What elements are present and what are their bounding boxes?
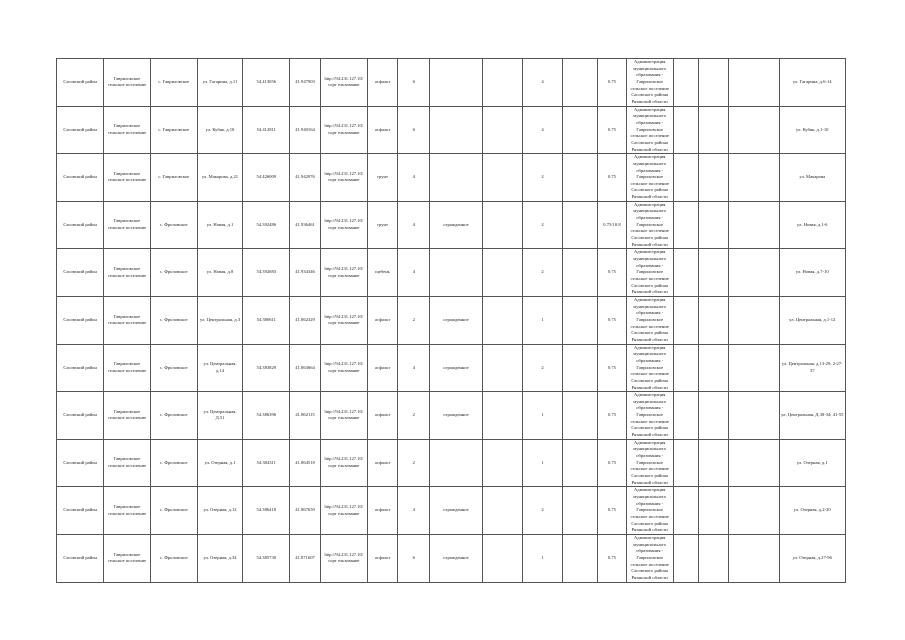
- containers-cell: 4: [522, 59, 562, 107]
- sources-cell: ул. Центральная, д.1-12: [779, 296, 846, 344]
- locality-cell: с. Фроловское: [150, 392, 197, 440]
- empty-cell: [563, 487, 598, 535]
- owner-cell: Администрация муниципального образования - Гавриловское сельское поселение Сасовского района Рязанской области: [626, 344, 673, 392]
- district-cell: Сасовский район: [57, 296, 104, 344]
- empty-cell: [482, 296, 522, 344]
- containers-cell: 1: [522, 392, 562, 440]
- empty-cell: [563, 296, 598, 344]
- street-cell: ул. Озерная, д.34: [197, 534, 242, 582]
- latitude-cell: 54.383829: [243, 344, 290, 392]
- empty-cell: [482, 249, 522, 297]
- fence-cell: огражденное: [430, 487, 482, 535]
- latitude-cell: 54.413056: [243, 59, 290, 107]
- map-link-cell: http://94.231.127.10/сорт ельзование: [320, 249, 367, 297]
- owner-cell: Администрация муниципального образования - Гавриловское сельское поселение Сасовского района Рязанской области: [626, 201, 673, 249]
- fence-cell: [430, 106, 482, 154]
- empty-cell: [699, 201, 729, 249]
- district-cell: Сасовский район: [57, 439, 104, 487]
- district-cell: Сасовский район: [57, 487, 104, 535]
- map-link-cell: http://94.231.127.10/сорт ельзование: [320, 439, 367, 487]
- containers-cell: 1: [522, 439, 562, 487]
- sources-cell: ул. Озерная, д.1: [779, 439, 846, 487]
- settlement-cell: Гавриловское сельское поселение: [104, 59, 150, 107]
- street-cell: ул. Новая, д.1: [197, 201, 242, 249]
- fence-cell: [430, 439, 482, 487]
- surface-cell: асфальт: [367, 296, 397, 344]
- empty-cell: [673, 487, 698, 535]
- area-cell: 6: [398, 534, 430, 582]
- sources-cell: ул. Новая, д.7-10: [779, 249, 846, 297]
- empty-cell: [673, 392, 698, 440]
- map-link-cell: http://94.231.127.10/сорт ельзование: [320, 106, 367, 154]
- locality-cell: с. Фроловское: [150, 439, 197, 487]
- empty-cell: [729, 296, 779, 344]
- map-link-cell: http://94.231.127.10/сорт ельзование: [320, 59, 367, 107]
- fence-cell: [430, 154, 482, 202]
- empty-cell: [482, 439, 522, 487]
- street-cell: ул. Макарова, д.21: [197, 154, 242, 202]
- empty-cell: [482, 487, 522, 535]
- settlement-cell: Гавриловское сельское поселение: [104, 201, 150, 249]
- locality-cell: с. Фроловское: [150, 249, 197, 297]
- empty-cell: [729, 59, 779, 107]
- empty-cell: [563, 534, 598, 582]
- map-link-cell: http://94.231.127.10/сорт ельзование: [320, 201, 367, 249]
- empty-cell: [482, 344, 522, 392]
- empty-cell: [563, 201, 598, 249]
- empty-cell: [729, 487, 779, 535]
- settlement-cell: Гавриловское сельское поселение: [104, 344, 150, 392]
- containers-cell: 2: [522, 344, 562, 392]
- sources-cell: ул. Гагарина, д.6-14: [779, 59, 846, 107]
- area-cell: 2: [398, 296, 430, 344]
- longitude-cell: 41.934346: [290, 249, 320, 297]
- area-cell: 6: [398, 59, 430, 107]
- table-row: [57, 59, 846, 107]
- empty-cell: [563, 439, 598, 487]
- empty-cell: [673, 201, 698, 249]
- empty-cell: [673, 59, 698, 107]
- district-cell: Сасовский район: [57, 249, 104, 297]
- owner-cell: Администрация муниципального образования - Гавриловское сельское поселение Сасовского района Рязанской области: [626, 439, 673, 487]
- empty-cell: [673, 106, 698, 154]
- owner-cell: Администрация муниципального образования - Гавриловское сельское поселение Сасовского района Рязанской области: [626, 392, 673, 440]
- longitude-cell: 41.862115: [290, 392, 320, 440]
- locality-cell: с. Фроловское: [150, 296, 197, 344]
- sources-cell: ул. Новая, д.1-6: [779, 201, 846, 249]
- latitude-cell: 54.392486: [243, 201, 290, 249]
- empty-cell: [699, 534, 729, 582]
- empty-cell: [563, 392, 598, 440]
- empty-cell: [699, 296, 729, 344]
- containers-cell: 2: [522, 201, 562, 249]
- surface-cell: асфальт: [367, 59, 397, 107]
- surface-cell: асфальт: [367, 487, 397, 535]
- owner-cell: Администрация муниципального образования - Гавриловское сельское поселение Сасовского района Рязанской области: [626, 534, 673, 582]
- map-link-cell: http://94.231.127.10/сорт ельзование: [320, 392, 367, 440]
- empty-cell: [699, 439, 729, 487]
- owner-cell: Администрация муниципального образования - Гавриловское сельское поселение Сасовского района Рязанской области: [626, 59, 673, 107]
- longitude-cell: 41.940164: [290, 106, 320, 154]
- empty-cell: [563, 154, 598, 202]
- table-row: [57, 487, 846, 535]
- locality-cell: с. Гавриловское: [150, 106, 197, 154]
- owner-cell: Администрация муниципального образования - Гавриловское сельское поселение Сасовского района Рязанской области: [626, 154, 673, 202]
- street-cell: ул. Центральная, Д.51: [197, 392, 242, 440]
- surface-cell: асфальт: [367, 344, 397, 392]
- containers-cell: 2: [522, 487, 562, 535]
- fence-cell: [430, 59, 482, 107]
- area-cell: 4: [398, 249, 430, 297]
- settlement-cell: Гавриловское сельское поселение: [104, 154, 150, 202]
- street-cell: ул. Кубяк, д.10: [197, 106, 242, 154]
- surface-cell: асфальт: [367, 392, 397, 440]
- empty-cell: [673, 154, 698, 202]
- table-row: [57, 439, 846, 487]
- sources-cell: ул. Макарова: [779, 154, 846, 202]
- empty-cell: [729, 392, 779, 440]
- surface-cell: асфальт: [367, 439, 397, 487]
- fence-cell: огражденное: [430, 344, 482, 392]
- map-link-cell: http://94.231.127.10/сорт ельзование: [320, 487, 367, 535]
- empty-cell: [729, 344, 779, 392]
- table-row: [57, 106, 846, 154]
- surface-cell: грунт: [367, 201, 397, 249]
- settlement-cell: Гавриловское сельское поселение: [104, 487, 150, 535]
- sources-cell: ул. Кубяк, д.1-10: [779, 106, 846, 154]
- empty-cell: [482, 59, 522, 107]
- longitude-cell: 41.871607: [290, 534, 320, 582]
- locality-cell: с. Гавриловское: [150, 59, 197, 107]
- longitude-cell: 41.862329: [290, 296, 320, 344]
- empty-cell: [482, 392, 522, 440]
- empty-cell: [673, 534, 698, 582]
- empty-cell: [673, 296, 698, 344]
- volume-cell: 0.75: [598, 154, 626, 202]
- settlement-cell: Гавриловское сельское поселение: [104, 106, 150, 154]
- sources-cell: ул. Центральная, Д.38-34; 41-55: [779, 392, 846, 440]
- area-cell: 2: [398, 392, 430, 440]
- empty-cell: [729, 439, 779, 487]
- locality-cell: с. Гавриловское: [150, 154, 197, 202]
- empty-cell: [482, 201, 522, 249]
- map-link-cell: http://94.231.127.10/сорт ельзование: [320, 534, 367, 582]
- volume-cell: 0.75: [598, 106, 626, 154]
- area-cell: 4: [398, 344, 430, 392]
- latitude-cell: 54.386418: [243, 487, 290, 535]
- waste-sites-table: [56, 58, 846, 583]
- volume-cell: 0.75: [598, 392, 626, 440]
- settlement-cell: Гавриловское сельское поселение: [104, 392, 150, 440]
- empty-cell: [699, 487, 729, 535]
- table-row: [57, 249, 846, 297]
- district-cell: Сасовский район: [57, 201, 104, 249]
- fence-cell: [430, 249, 482, 297]
- latitude-cell: 54.426009: [243, 154, 290, 202]
- empty-cell: [729, 154, 779, 202]
- locality-cell: с. Фроловское: [150, 534, 197, 582]
- fence-cell: огражденное: [430, 392, 482, 440]
- district-cell: Сасовский район: [57, 534, 104, 582]
- area-cell: 4: [398, 201, 430, 249]
- settlement-cell: Гавриловское сельское поселение: [104, 249, 150, 297]
- containers-cell: 2: [522, 154, 562, 202]
- surface-cell: асфальт: [367, 534, 397, 582]
- settlement-cell: Гавриловское сельское поселение: [104, 439, 150, 487]
- table-body: [57, 59, 846, 583]
- containers-cell: 1: [522, 296, 562, 344]
- surface-cell: грунт: [367, 154, 397, 202]
- empty-cell: [729, 249, 779, 297]
- sources-cell: ул. Озерная, д.2-20: [779, 487, 846, 535]
- latitude-cell: 54.392683: [243, 249, 290, 297]
- volume-cell: 0.75: [598, 534, 626, 582]
- containers-cell: 1: [522, 534, 562, 582]
- empty-cell: [699, 59, 729, 107]
- empty-cell: [729, 534, 779, 582]
- area-cell: 2: [398, 439, 430, 487]
- street-cell: ул. Новая, д.8: [197, 249, 242, 297]
- empty-cell: [673, 249, 698, 297]
- sources-cell: ул. Центральная, д.13-29; 2-27-37: [779, 344, 846, 392]
- longitude-cell: 41.936461: [290, 201, 320, 249]
- longitude-cell: 41.867659: [290, 487, 320, 535]
- latitude-cell: 54.384311: [243, 439, 290, 487]
- area-cell: 6: [398, 106, 430, 154]
- empty-cell: [563, 344, 598, 392]
- latitude-cell: 54.412811: [243, 106, 290, 154]
- map-link-cell: http://94.231.127.10/сорт ельзование: [320, 344, 367, 392]
- street-cell: ул. Гагарина, д.11: [197, 59, 242, 107]
- table-row: [57, 534, 846, 582]
- map-link-cell: http://94.231.127.10/сорт ельзование: [320, 154, 367, 202]
- street-cell: ул. Центральная, д.3: [197, 296, 242, 344]
- empty-cell: [699, 392, 729, 440]
- empty-cell: [563, 106, 598, 154]
- volume-cell: 0.75: [598, 296, 626, 344]
- empty-cell: [563, 249, 598, 297]
- district-cell: Сасовский район: [57, 59, 104, 107]
- volume-cell: 0.75: [598, 487, 626, 535]
- empty-cell: [729, 106, 779, 154]
- owner-cell: Администрация муниципального образования - Гавриловское сельское поселение Сасовского района Рязанской области: [626, 296, 673, 344]
- volume-cell: 0.75: [598, 59, 626, 107]
- containers-cell: 2: [522, 249, 562, 297]
- street-cell: ул. Озерная, д.12: [197, 487, 242, 535]
- surface-cell: асфальт: [367, 106, 397, 154]
- surface-cell: щебень: [367, 249, 397, 297]
- latitude-cell: 54.385730: [243, 534, 290, 582]
- latitude-cell: 54.386396: [243, 392, 290, 440]
- empty-cell: [563, 59, 598, 107]
- table-row: [57, 201, 846, 249]
- owner-cell: Администрация муниципального образования - Гавриловское сельское поселение Сасовского района Рязанской области: [626, 106, 673, 154]
- volume-cell: 0.75: [598, 439, 626, 487]
- table-row: [57, 296, 846, 344]
- containers-cell: 4: [522, 106, 562, 154]
- district-cell: Сасовский район: [57, 392, 104, 440]
- volume-cell: 0.75: [598, 249, 626, 297]
- fence-cell: огражденное: [430, 296, 482, 344]
- district-cell: Сасовский район: [57, 106, 104, 154]
- table-row: [57, 392, 846, 440]
- district-cell: Сасовский район: [57, 154, 104, 202]
- locality-cell: с. Фроловское: [150, 344, 197, 392]
- longitude-cell: 41.864518: [290, 439, 320, 487]
- settlement-cell: Гавриловское сельское поселение: [104, 296, 150, 344]
- latitude-cell: 54.380611: [243, 296, 290, 344]
- empty-cell: [699, 106, 729, 154]
- longitude-cell: 41.863664: [290, 344, 320, 392]
- empty-cell: [673, 344, 698, 392]
- volume-cell: 0.75: [598, 344, 626, 392]
- empty-cell: [729, 201, 779, 249]
- longitude-cell: 41.947903: [290, 59, 320, 107]
- volume-cell: 0.75/10.8: [598, 201, 626, 249]
- fence-cell: огражденное: [430, 201, 482, 249]
- street-cell: ул. Центральная, д.14: [197, 344, 242, 392]
- area-cell: 4: [398, 154, 430, 202]
- fence-cell: огражденное: [430, 534, 482, 582]
- empty-cell: [482, 154, 522, 202]
- empty-cell: [699, 154, 729, 202]
- settlement-cell: Гавриловское сельское поселение: [104, 534, 150, 582]
- locality-cell: с. Фроловское: [150, 487, 197, 535]
- empty-cell: [673, 439, 698, 487]
- area-cell: 4: [398, 487, 430, 535]
- table-row: [57, 344, 846, 392]
- empty-cell: [699, 249, 729, 297]
- owner-cell: Администрация муниципального образования - Гавриловское сельское поселение Сасовского района Рязанской области: [626, 487, 673, 535]
- empty-cell: [482, 106, 522, 154]
- map-link-cell: http://94.231.127.10/сорт ельзование: [320, 296, 367, 344]
- table-row: [57, 154, 846, 202]
- sources-cell: ул. Озерная, д.27-96: [779, 534, 846, 582]
- locality-cell: с. Фроловское: [150, 201, 197, 249]
- empty-cell: [699, 344, 729, 392]
- street-cell: ул. Озерная, д.1: [197, 439, 242, 487]
- longitude-cell: 41.942976: [290, 154, 320, 202]
- empty-cell: [482, 534, 522, 582]
- district-cell: Сасовский район: [57, 344, 104, 392]
- owner-cell: Администрация муниципального образования - Гавриловское сельское поселение Сасовского района Рязанской области: [626, 249, 673, 297]
